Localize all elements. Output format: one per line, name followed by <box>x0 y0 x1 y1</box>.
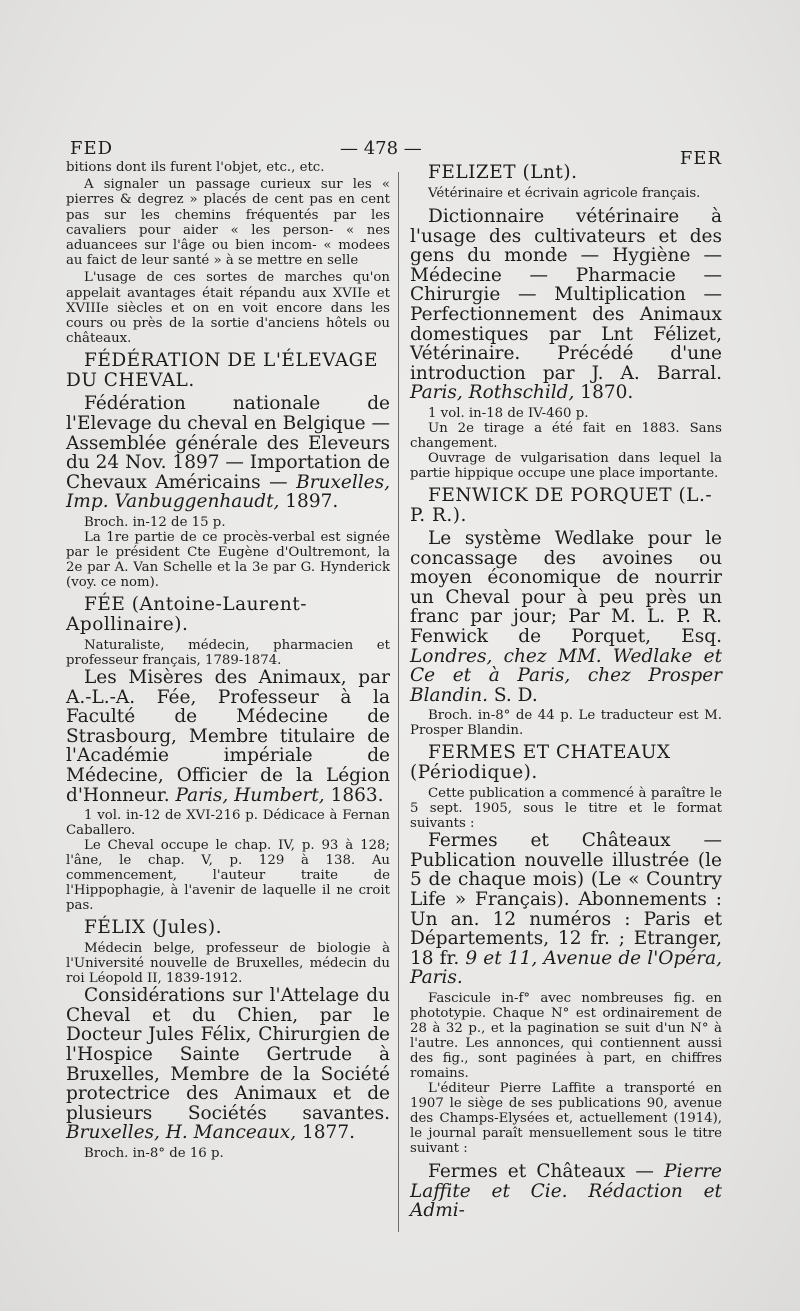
title-imprint: Pierre Laffite et Cie. Rédaction et Admi- <box>410 1161 722 1222</box>
title-year: 1877. <box>302 1122 355 1144</box>
page-number: — 478 — <box>340 138 422 159</box>
column-divider <box>398 172 399 1232</box>
paragraph: L'usage de ces sortes de marches qu'on appelait avantages était répandu aux XVIIe et XVIIIe siècles et on en voit encore dans les cours ou près de la sortie d'anciens hôtels ou châteaux. <box>66 270 390 347</box>
entry-heading: FENWICK DE PORQUET (L.-P. R.). <box>410 484 713 526</box>
bibliographic-note: Le Cheval occupe le chap. IV, p. 93 à 128; l'âne, le chap. V, p. 129 à 138. Au commencement, l'auteur traite de l'Hippophagie, à l'avenir de laquelle il ne croit pas. <box>66 838 390 914</box>
title-text: Considérations sur l'Attelage du Cheval et du Chien, par le Docteur Jules Félix, Chirurgien de l'Hospice Sainte Gertrude à Bruxelles, Membre de la Société protectrice des Animaux et de plusieurs Sociétés savantes. <box>66 985 390 1124</box>
title-imprint: 9 et 11, Avenue de l'Opéra, Paris. <box>410 947 722 989</box>
author-bio: Naturaliste, médecin, pharmacien et professeur français, 1789-1874. <box>66 638 390 668</box>
bibliographic-note: L'éditeur Pierre Laffite a transporté en 1907 le siège de ses publications 90, avenue des Champs-Elysées et, actuellement (1914), le journal paraît mensuellement sous le titre suivant : <box>410 1081 722 1157</box>
entry-title <box>66 394 390 512</box>
right-column <box>410 158 722 1224</box>
entry-title <box>410 831 722 988</box>
bibliographic-note: La 1re partie de ce procès-verbal est signée par le président Cte Eugène d'Oultremont, la 2e par A. Van Schelle et la 3e par G. Hynderick (voy. ce nom). <box>66 530 390 590</box>
entry-heading: FERMES ET CHATEAUX (Périodique). <box>410 742 671 784</box>
title-text: Le système Wedlake pour le concassage des avoines ou moyen économique de nourrir un Cheval pour à peu près un franc par jour; Par M. L. P. R. Fenwick de Porquet, Esq. <box>410 527 722 647</box>
title-text: Fédération nationale de l'Elevage du cheval en Belgique — Assemblée générale des Eleveurs du 24 Nov. 1897 — Importation de Chevaux Américains — <box>66 393 390 493</box>
entry-title <box>66 668 390 805</box>
title-imprint: Londres, chez MM. Wedlake et Ce et à Paris, chez Prosper Blandin. <box>410 645 722 706</box>
title-imprint: Bruxelles, H. Manceaux, <box>66 1122 297 1144</box>
entry-title <box>410 1162 722 1221</box>
title-text: Fermes et Châteaux — Publication nouvelle illustrée (le 5 de chaque mois) (Le « Country Life » Français). Abonnements : Un an. 12 numéros : Paris et Départements, 12 fr. ; Etranger, 18 fr. <box>410 830 722 969</box>
bibliographic-note: Broch. in-8° de 44 p. Le traducteur est M. Prosper Blandin. <box>410 708 722 739</box>
title-text: Dictionnaire vétérinaire à l'usage des cultivateurs et des gens du monde — Hygiène — Médecine — Pharmacie — Chirurgie — Multiplication — Perfectionnement des Animaux domestiques par Lnt Félizet, Vétérinaire. Précédé d'une introduction par J. A. Barral. <box>410 206 722 384</box>
title-year: 1897. <box>285 491 339 513</box>
bibliographic-note: Un 2e tirage a été fait en 1883. Sans changement. <box>410 420 722 451</box>
header-left-keyword: FED <box>70 138 114 159</box>
entry-heading: FÉDÉRATION DE L'ÉLEVAGE DU CHEVAL. <box>66 350 378 392</box>
continuation-text: bitions dont ils furent l'objet, etc., etc. <box>66 160 325 175</box>
entry-heading: FÉLIX (Jules). <box>84 917 222 939</box>
author-bio: Vétérinaire et écrivain agricole français. <box>428 186 701 201</box>
bibliographic-note: Ouvrage de vulgarisation dans lequel la partie hippique occupe une place importante. <box>410 450 722 481</box>
bibliographic-note: Broch. in-8° de 16 p. <box>84 1145 224 1161</box>
bibliographic-note: Broch. in-12 de 15 p. <box>84 515 226 530</box>
bibliographic-note: Cette publication a commencé à paraître le 5 sept. 1905, sous le titre et le format suivants : <box>410 786 722 832</box>
title-text: Fermes et Châteaux — <box>428 1161 654 1183</box>
entry-heading: FELIZET (Lnt). <box>428 162 578 183</box>
bibliographic-note: Fascicule in-f° avec nombreuses fig. en phototypie. Chaque N° est ordinairement de 28 à 32 p., et la pagination se suit d'un N° à l'autre. Les annonces, qui contiennent aussi des fig., sont paginées à part, en chiffres romains. <box>410 991 722 1082</box>
entry-title <box>66 986 390 1143</box>
entry-title <box>410 207 722 403</box>
title-imprint: Paris, Humbert, <box>175 784 325 806</box>
title-imprint: Paris, Rothschild, <box>410 382 575 404</box>
left-column <box>66 160 390 1161</box>
header-right-keyword: FER <box>679 148 722 169</box>
bibliographic-note: 1 vol. in-18 de IV-460 p. <box>428 405 589 421</box>
entry-title <box>410 529 722 705</box>
author-bio: Médecin belge, professeur de biologie à l'Université nouvelle de Bruxelles, médecin du roi Léopold II, 1839-1912. <box>66 941 390 987</box>
entry-heading: FÉE (Antoine-Laurent-Apollinaire). <box>66 594 307 635</box>
title-imprint: Bruxelles, Imp. Vanbuggenhaudt, <box>66 471 391 513</box>
title-year: S. D. <box>493 684 538 706</box>
bibliographic-note: 1 vol. in-12 de XVI-216 p. Dédicace à Fernan Caballero. <box>66 808 390 839</box>
title-year: 1863. <box>330 784 384 806</box>
title-text: Les Misères des Animaux, par A.-L.-A. Fée, Professeur à la Faculté de Médecine de Strasbourg, Membre titulaire de l'Académie impériale de Médecine, Officier de la Légion d'Honneur. <box>66 667 390 806</box>
paragraph: A signaler un passage curieux sur les « pierres & degrez » placés de cent pas en cent pas sur les chemins fréquentés par les cavaliers pour aider « les person- « nes aduancees sur l'âge ou bien incom- « modees au faict de leur santé » à se mettre en selle <box>66 177 390 269</box>
title-year: 1870. <box>580 382 634 404</box>
